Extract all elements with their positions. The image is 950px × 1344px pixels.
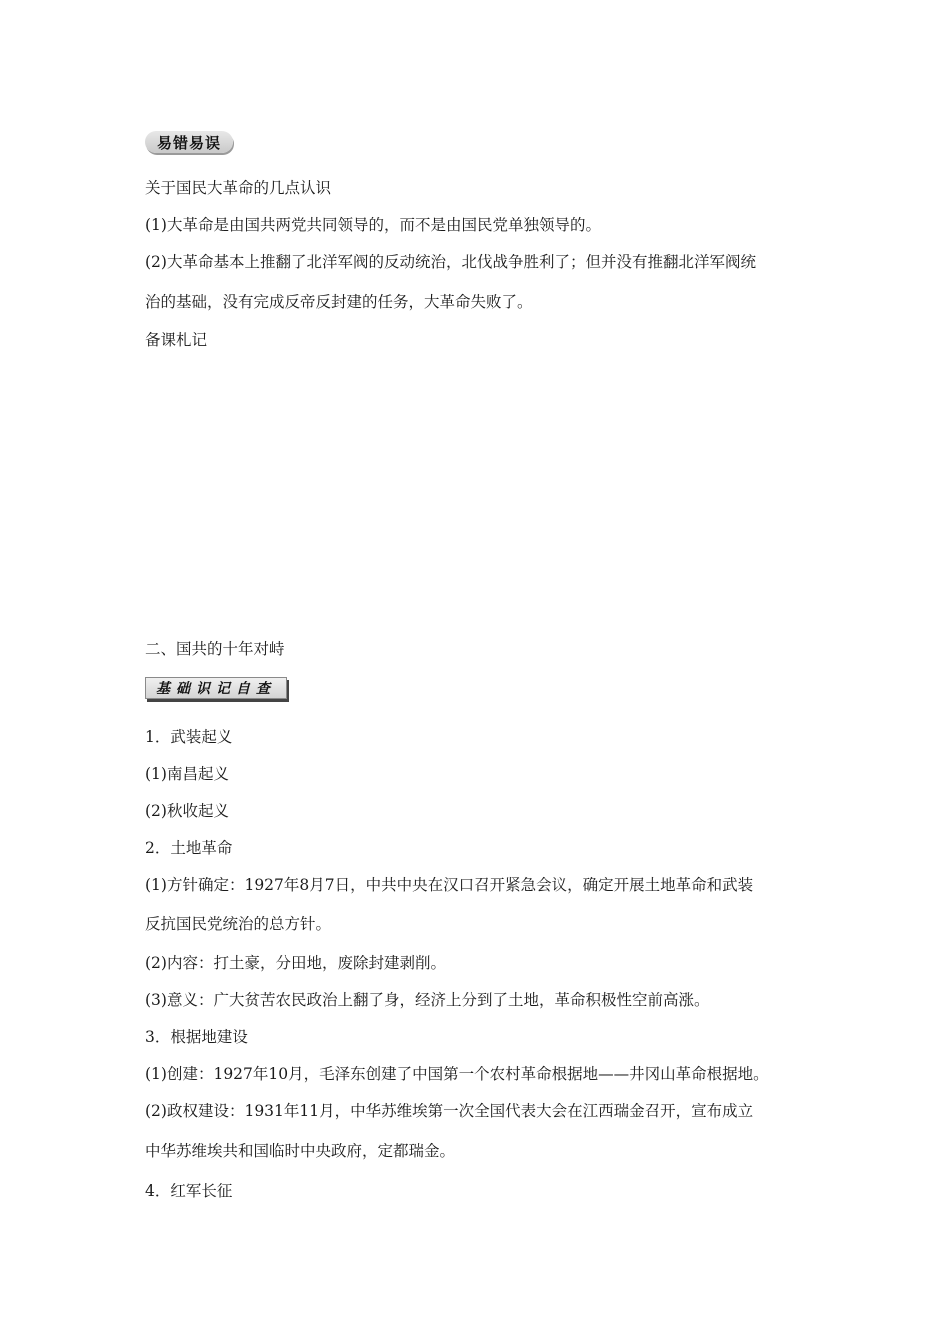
text-line: (1)大革命是由国共两党共同领导的，而不是由国民党单独领导的。	[145, 216, 601, 234]
text-line: 关于国民大革命的几点认识	[145, 179, 332, 197]
text-line: (1)南昌起义	[145, 765, 229, 783]
badge-label: 基础识记自查	[156, 681, 276, 697]
text-line: 1．武装起义	[145, 728, 233, 746]
section-heading: 二、国共的十年对峙	[145, 640, 285, 658]
text-line: (2)秋收起义	[145, 802, 229, 820]
text-line: 3．根据地建设	[145, 1028, 248, 1046]
text-line: 备课札记	[145, 331, 208, 349]
text-line: (1)方针确定：1927年8月7日，中共中央在汉口召开紧急会议，确定开展土地革命和武装	[145, 876, 754, 894]
text-line: (2)大革命基本上推翻了北洋军阀的反动统治，北伐战争胜利了；但并没有推翻北洋军阀统	[145, 253, 756, 271]
text-line: 反抗国民党统治的总方针。	[145, 915, 332, 933]
text-line: 4．红军长征	[145, 1182, 233, 1200]
badge-label: 易错易误	[156, 133, 221, 152]
section-badge-basics	[145, 677, 287, 699]
section-badge-errors	[145, 131, 233, 153]
text-line: 2．土地革命	[145, 839, 233, 857]
text-line: (1)创建：1927年10月，毛泽东创建了中国第一个农村革命根据地——井冈山革命根据地。	[145, 1065, 769, 1083]
text-line: 中华苏维埃共和国临时中央政府，定都瑞金。	[145, 1142, 456, 1160]
text-line: (2)政权建设：1931年11月，中华苏维埃第一次全国代表大会在江西瑞金召开，宣布成立	[145, 1102, 754, 1120]
text-line: (3)意义：广大贫苦农民政治上翻了身，经济上分到了土地，革命积极性空前高涨。	[145, 991, 710, 1009]
text-line: (2)内容：打土豪，分田地，废除封建剥削。	[145, 954, 446, 972]
text-line: 治的基础，没有完成反帝反封建的任务，大革命失败了。	[145, 293, 533, 311]
